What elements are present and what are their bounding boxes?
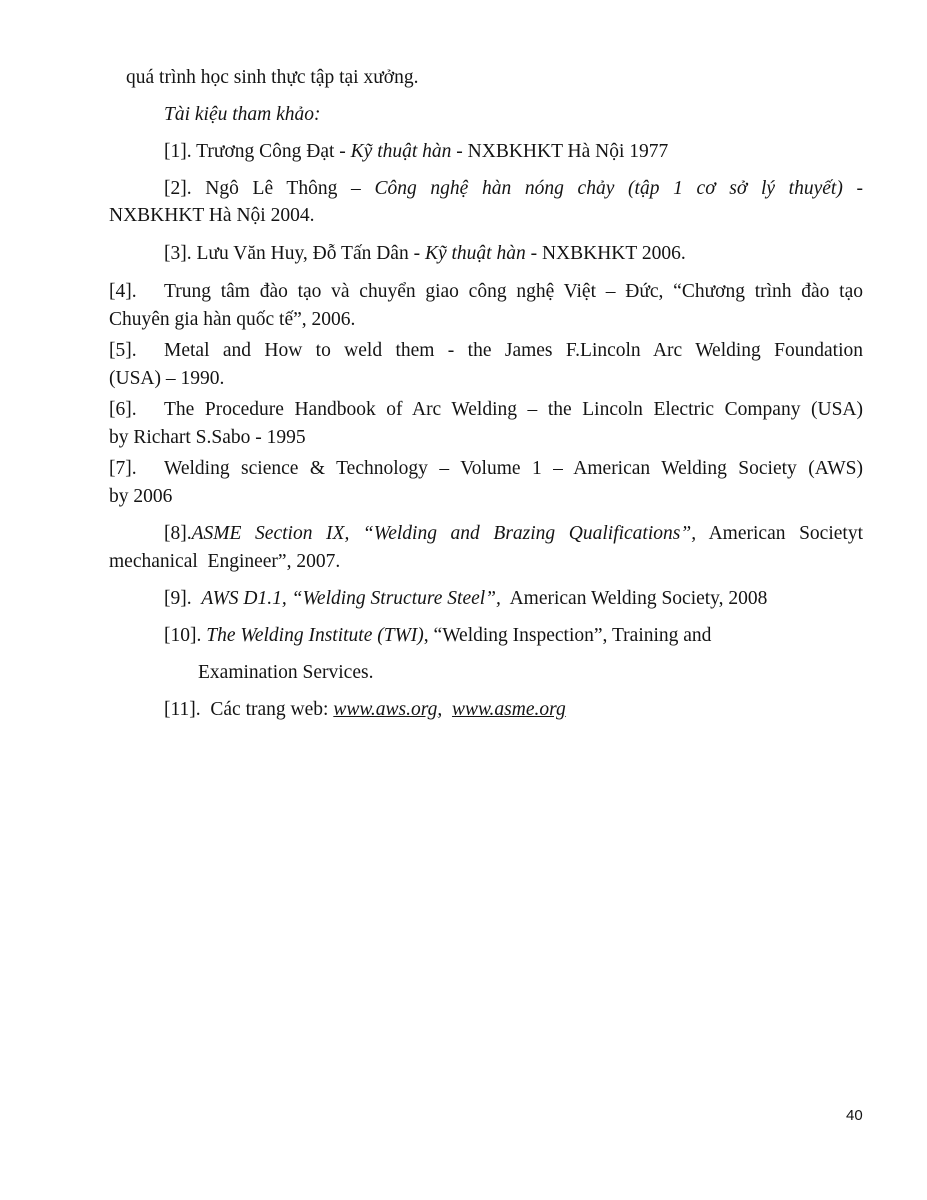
reference-2: [2]. Ngô Lê Thông – Công nghệ hàn nóng chảy (tập 1 cơ sở lý thuyết) - bbox=[164, 178, 863, 199]
reference-4-cont: Chuyên gia hàn quốc tế”, 2006. bbox=[109, 309, 356, 330]
reference-2-cont: NXBKHKT Hà Nội 2004. bbox=[109, 205, 315, 226]
reference-1: [1]. Trương Công Đạt - Kỹ thuật hàn - NXBKHKT Hà Nội 1977 bbox=[164, 141, 669, 162]
reference-6: [6]. The Procedure Handbook of Arc Welding – the Lincoln Electric Company (USA) bbox=[109, 399, 863, 420]
reference-7: [7]. Welding science & Technology – Volume 1 – American Welding Society (AWS) bbox=[109, 458, 863, 479]
reference-10-cont: Examination Services. bbox=[198, 662, 374, 683]
page-number: 40 bbox=[846, 1107, 863, 1124]
reference-4: [4]. Trung tâm đào tạo và chuyển giao công nghệ Việt – Đức, “Chương trình đào tạo bbox=[109, 281, 863, 302]
reference-7-cont: by 2006 bbox=[109, 486, 173, 507]
reference-9: [9]. AWS D1.1, “Welding Structure Steel”, American Welding Society, 2008 bbox=[164, 588, 768, 609]
reference-5: [5]. Metal and How to weld them - the James F.Lincoln Arc Welding Foundation bbox=[109, 340, 863, 361]
reference-8-cont: mechanical Engineer”, 2007. bbox=[109, 551, 341, 572]
asme-link[interactable]: www.asme.org bbox=[451, 699, 566, 720]
reference-11: [11]. Các trang web: www.aws.org, www.asme.org bbox=[164, 699, 566, 720]
aws-link[interactable]: www.aws.org bbox=[333, 699, 438, 720]
references-heading: Tài kiệu tham khảo: bbox=[164, 104, 321, 125]
reference-10: [10]. The Welding Institute (TWI), “Welding Inspection”, Training and bbox=[164, 625, 712, 646]
reference-5-cont: (USA) – 1990. bbox=[109, 368, 225, 389]
continuation-text: quá trình học sinh thực tập tại xưởng. bbox=[126, 67, 419, 88]
reference-6-cont: by Richart S.Sabo - 1995 bbox=[109, 427, 306, 448]
reference-3: [3]. Lưu Văn Huy, Đỗ Tấn Dân - Kỹ thuật hàn - NXBKHKT 2006. bbox=[164, 243, 686, 264]
reference-8: [8].ASME Section IX, “Welding and Brazing Qualifications”, American Societyt bbox=[164, 523, 863, 544]
